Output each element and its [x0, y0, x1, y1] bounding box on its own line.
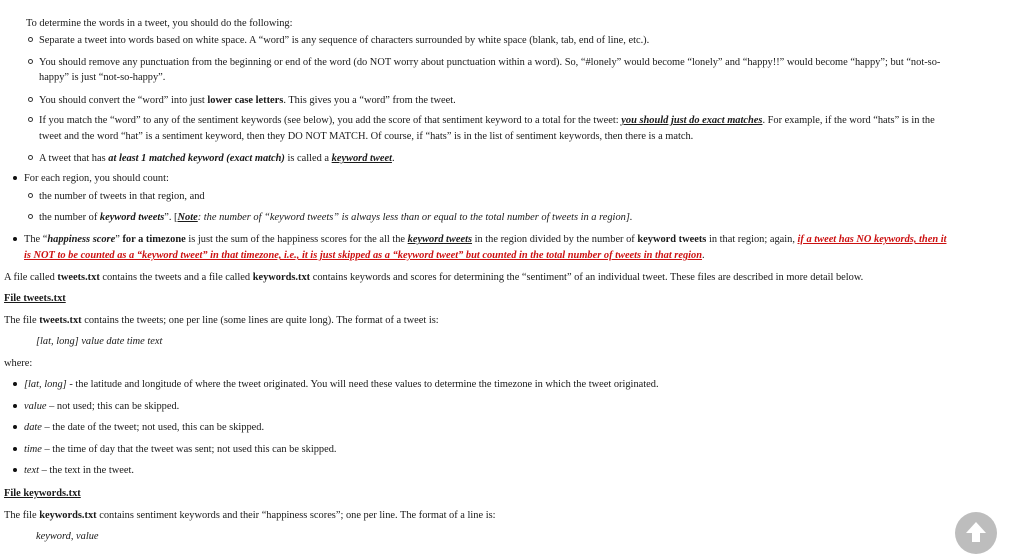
region-count-keyword-tweets: the number of keyword tweets”. [Note: the number of “keyword tweets” is always less than or equal to the total number of tweets in a region].: [39, 212, 633, 223]
rule-punctuation-line1: You should remove any punctuation from the beginning or end of the word (do NOT worry about punctuation within a word). So, “#lonely” would become “lonely” and “happy!!” would become “happy”; but “not-so-: [39, 57, 941, 68]
hollow-bullet: [28, 117, 33, 122]
files-intro: A file called tweets.txt contains the tweets and a file called keywords.txt contains keywords and scores for determining the “sentiment” of an individual tweet. These files are described in more detail below.: [4, 272, 864, 283]
bullet: [13, 382, 17, 386]
rule-lowercase: You should convert the “word” into just lower case letters. This gives you a “word” from the tweet.: [39, 95, 456, 106]
arrow-up-icon: [964, 520, 988, 544]
rule-separate-words: Separate a tweet into words based on white space. A “word” is any sequence of characters surrounded by white space (blank, tab, end of line, etc.).: [39, 35, 650, 46]
tweets-file-description: The file tweets.txt contains the tweets; one per line (some lines are quite long). The format of a tweet is:: [4, 315, 439, 326]
tweet-format: [lat, long] value date time text: [36, 336, 163, 347]
hollow-bullet: [28, 193, 33, 198]
rule-exact-match-line1: If you match the “word” to any of the sentiment keywords (see below), you add the score of that sentiment keyword to a total for the tweet: you should just do exact matches. For example, if the word “hats” is in the: [39, 115, 935, 126]
field-time: time – the time of day that the tweet was sent; not used this can be skipped.: [24, 444, 337, 455]
keyword-format: keyword, value: [36, 531, 99, 542]
field-value: value – not used; this can be skipped.: [24, 401, 180, 412]
bullet: [13, 425, 17, 429]
bullet: [13, 447, 17, 451]
rule-exact-match-line2: tweet and the word “hat” is a sentiment keyword, then they DO NOT MATCH. Of course, if “hats” is in the list of sentiment keywords, then there is a match.: [39, 131, 694, 142]
keywords-file-heading: File keywords.txt: [4, 488, 81, 499]
bullet: [13, 468, 17, 472]
bullet: [13, 176, 17, 180]
hollow-bullet: [28, 37, 33, 42]
region-count-tweets: the number of tweets in that region, and: [39, 191, 205, 202]
field-lat-long: [lat, long] - the latitude and longitude of where the tweet originated. You will need these values to determine the timezone in which the tweet originated.: [24, 379, 659, 390]
region-count-label: For each region, you should count:: [24, 173, 169, 184]
field-date: date – the date of the tweet; not used, this can be skipped.: [24, 422, 265, 433]
rule-keyword-tweet: A tweet that has at least 1 matched keyword (exact match) is called a keyword tweet.: [39, 153, 395, 164]
hollow-bullet: [28, 59, 33, 64]
intro-text: To determine the words in a tweet, you should do the following:: [26, 18, 293, 29]
hollow-bullet: [28, 155, 33, 160]
where-label: where:: [4, 358, 33, 369]
happiness-score-line1: The “happiness score” for a timezone is just the sum of the happiness scores for the all the keyword tweets in the region divided by the number of keyword tweets in that region; again, if a tweet has NO keywords, then it: [24, 234, 947, 245]
bullet: [13, 404, 17, 408]
tweets-file-heading: File tweets.txt: [4, 293, 66, 304]
bullet: [13, 237, 17, 241]
keywords-file-description: The file keywords.txt contains sentiment keywords and their “happiness scores”; one per line. The format of a line is:: [4, 510, 496, 521]
rule-punctuation-line2: happy” is just “not-so-happy”.: [39, 72, 166, 83]
hollow-bullet: [28, 97, 33, 102]
scroll-to-top-button[interactable]: [955, 512, 997, 554]
happiness-score-line2: is NOT to be counted as a “keyword tweet” in that timezone, i.e., it is just skipped as a “keyword tweet” but counted in the total number of tweets in that region.: [24, 250, 705, 261]
hollow-bullet: [28, 214, 33, 219]
field-text: text – the text in the tweet.: [24, 465, 134, 476]
